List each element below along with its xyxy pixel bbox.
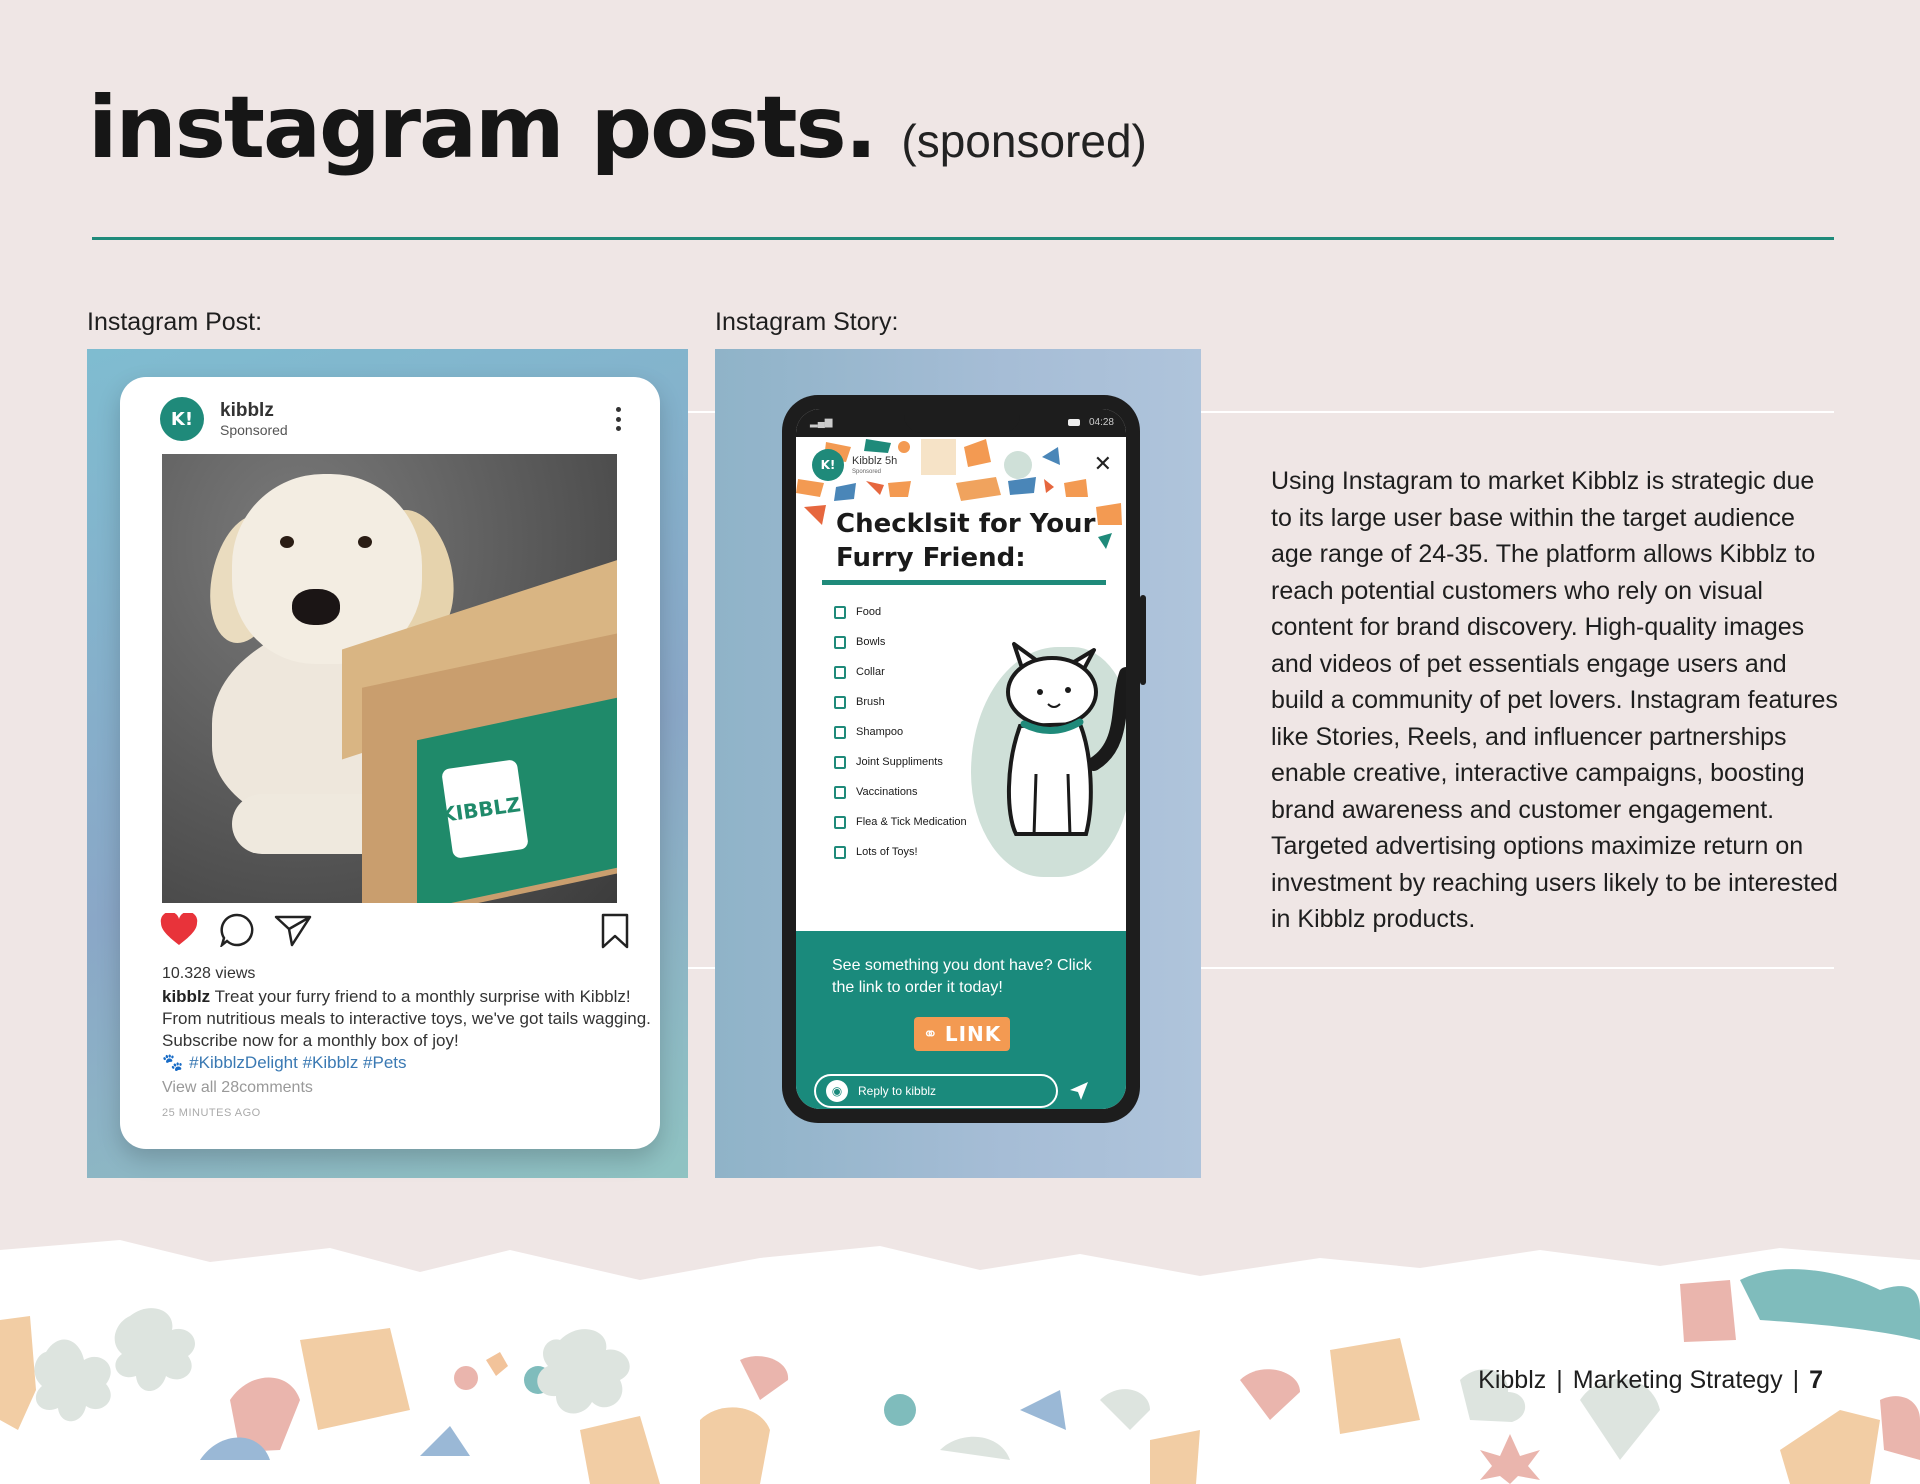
post-mockup-background	[87, 349, 688, 1178]
checkbox	[834, 666, 846, 679]
story-mockup-background	[715, 349, 1201, 1178]
caption-username[interactable]: kibblz	[162, 987, 211, 1006]
post-views: 10.328 views	[162, 965, 256, 982]
phone-frame	[782, 395, 1140, 1123]
list-item: Shampoo	[834, 717, 967, 747]
checkbox	[834, 636, 846, 649]
caption-hashtags[interactable]: #KibblzDelight #Kibblz #Pets	[189, 1053, 407, 1072]
footer-separator: |	[1556, 1366, 1563, 1394]
story-title-line-1: Checklsit for Your	[836, 509, 1096, 539]
page-number: 7	[1809, 1366, 1823, 1394]
page-footer	[1478, 1366, 1823, 1395]
link-icon: ⚭	[922, 1023, 939, 1045]
paw-icon: 🐾	[162, 1053, 184, 1072]
story-title-rule	[822, 580, 1106, 585]
bookmark-icon[interactable]	[600, 913, 630, 949]
footer-brand: Kibblz	[1478, 1366, 1547, 1394]
checkbox	[834, 846, 846, 859]
story-header	[812, 449, 897, 481]
checkbox	[834, 696, 846, 709]
title-subtitle: (sponsored)	[901, 115, 1147, 167]
camera-icon[interactable]: ◉	[826, 1080, 848, 1102]
footer-section: Marketing Strategy	[1572, 1366, 1783, 1394]
divider-line	[1201, 411, 1834, 413]
story-title	[836, 507, 1096, 575]
story-screen	[796, 409, 1126, 1109]
checkbox	[834, 786, 846, 799]
story-checklist	[834, 597, 967, 867]
share-icon[interactable]	[274, 913, 312, 947]
list-item: Joint Suppliments	[834, 747, 967, 777]
story-section-label: Instagram Story:	[715, 308, 899, 336]
reply-placeholder: Reply to kibblz	[858, 1084, 937, 1098]
post-sponsored-label: Sponsored	[220, 422, 288, 438]
story-cta-text: See something you dont have? Click the link to order it today!	[832, 957, 1092, 996]
divider-line	[1201, 967, 1834, 969]
divider-line	[688, 967, 715, 969]
divider-line	[688, 411, 715, 413]
body-paragraph: Using Instagram to market Kibblz is strategic due to its large user base within the target audience age range of 24-35. The platform allows Kibblz to reach potential customers who rely on visual content for brand discovery. High-quality images and videos of pet essentials engage users and build a community of pet lovers. Instagram features like Stories, Reels, and influencer partnerships enable creative, interactive campaigns, boosting brand awareness and customer engagement. Targeted advertising options maximize return on investment by reaching users likely to be interested in Kibblz products.	[1271, 467, 1838, 933]
avatar[interactable]: K!	[160, 397, 204, 441]
view-comments-link[interactable]: View all 28comments	[162, 1079, 313, 1096]
more-options-icon[interactable]	[616, 407, 622, 431]
list-item: Brush	[834, 687, 967, 717]
status-clock: 04:28	[1088, 417, 1114, 428]
checkbox	[834, 756, 846, 769]
page-title	[88, 78, 1147, 178]
header-rule	[92, 237, 1834, 240]
signal-icon: ▂▄▆	[810, 417, 833, 428]
list-item: Collar	[834, 657, 967, 687]
link-button[interactable]	[914, 1017, 1010, 1051]
phone-notch	[904, 409, 1020, 433]
post-section-label: Instagram Post:	[87, 308, 263, 336]
story-cta-panel	[796, 931, 1126, 1109]
list-item: Bowls	[834, 627, 967, 657]
list-item: Flea & Tick Medication	[834, 807, 967, 837]
post-account-name[interactable]: kibblz	[220, 400, 274, 421]
post-actions	[160, 913, 630, 953]
send-icon[interactable]	[1068, 1080, 1090, 1102]
list-item: Food	[834, 597, 967, 627]
checkbox	[834, 726, 846, 739]
post-caption	[162, 986, 652, 1074]
footer-separator: |	[1792, 1366, 1800, 1394]
footer-decoration	[0, 1220, 1920, 1484]
story-account-name[interactable]: Kibblz 5h	[852, 454, 898, 467]
avatar[interactable]: K!	[812, 449, 844, 481]
list-item: Vaccinations	[834, 777, 967, 807]
heart-icon[interactable]	[160, 913, 198, 947]
close-icon[interactable]: ✕	[1093, 451, 1112, 476]
story-sponsored-label: Sponsored	[852, 468, 882, 475]
checkbox	[834, 606, 846, 619]
caption-text: Treat your furry friend to a monthly surprise with Kibblz! From nutritious meals to interactive toys, we've got tails wagging. Subscribe now for a monthly box of joy!	[162, 987, 651, 1050]
reply-input[interactable]	[814, 1074, 1058, 1108]
post-timestamp: 25 MINUTES AGO	[162, 1107, 261, 1119]
title-main: instagram posts.	[88, 78, 876, 178]
post-header	[160, 397, 288, 441]
story-title-line-2: Furry Friend:	[836, 543, 1026, 573]
box-logo: KIBBLZ!	[441, 759, 529, 859]
post-photo	[162, 454, 617, 903]
list-item: Lots of Toys!	[834, 837, 967, 867]
cat-illustration	[976, 614, 1126, 854]
checkbox	[834, 816, 846, 829]
battery-icon	[1068, 419, 1080, 426]
comment-icon[interactable]	[220, 913, 254, 947]
link-button-label: LINK	[944, 1022, 1002, 1046]
instagram-post-card	[120, 377, 660, 1149]
